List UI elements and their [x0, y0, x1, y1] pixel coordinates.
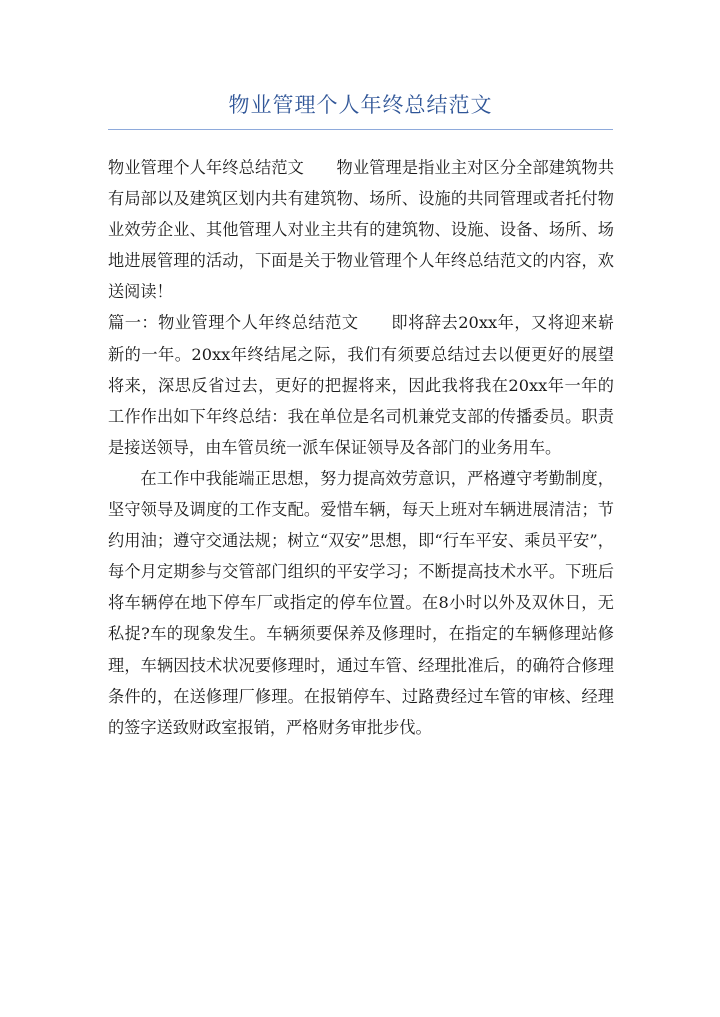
document-body	[108, 152, 614, 743]
section1-body: 即将辞去20xx年，又将迎来崭新的一年。20xx年终结尾之际，我们有须要总结过去以便更好的展望将来，深思反省过去，更好的把握将来，因此我将我在20xx年一年的工作作出如下年终总结：我在单位是名司机兼党支部的传播委员。职责是接送领导，由车管员统一派车保证领导及各部门的业务用车。	[108, 313, 615, 457]
paragraph-2: 在工作中我能端正思想，努力提高效劳意识，严格遵守考勤制度，坚守领导及调度的工作支配。爱惜车辆，每天上班对车辆进展清洁；节约用油；遵守交通法规；树立“双安”思想，即“行车平安、乘员平安”，每个月定期参与交管部门组织的平安学习；不断提高技术水平。下班后将车辆停在地下停车厂或指定的停车位置。在8小时以外及双休日，无私捉?车的现象发生。车辆须要保养及修理时，在指定的车辆修理站修理，车辆因技术状况要修理时，通过车管、经理批准后，的确符合修理条件的，在送修理厂修理。在报销停车、过路费经过车管的审核、经理的签字送致财政室报销，严格财务审批步伐。	[108, 468, 614, 737]
document-title: 物业管理个人年终总结范文	[228, 93, 493, 117]
section1-lead: 篇一：物业管理个人年终总结范文	[108, 313, 359, 333]
intro-body: 物业管理是指业主对区分全部建筑物共有局部以及建筑区划内共有建筑物、场所、设施的共同管理或者托付物业效劳企业、其他管理人对业主共有的建筑物、设施、设备、场所、场地进展管理的活动，下面是关于物业管理个人年终总结范文的内容，欢送阅读！	[108, 158, 615, 302]
title-divider	[108, 129, 613, 130]
intro-lead: 物业管理个人年终总结范文	[108, 158, 304, 177]
intro-paragraph	[108, 152, 614, 307]
section1-paragraph	[108, 307, 614, 462]
